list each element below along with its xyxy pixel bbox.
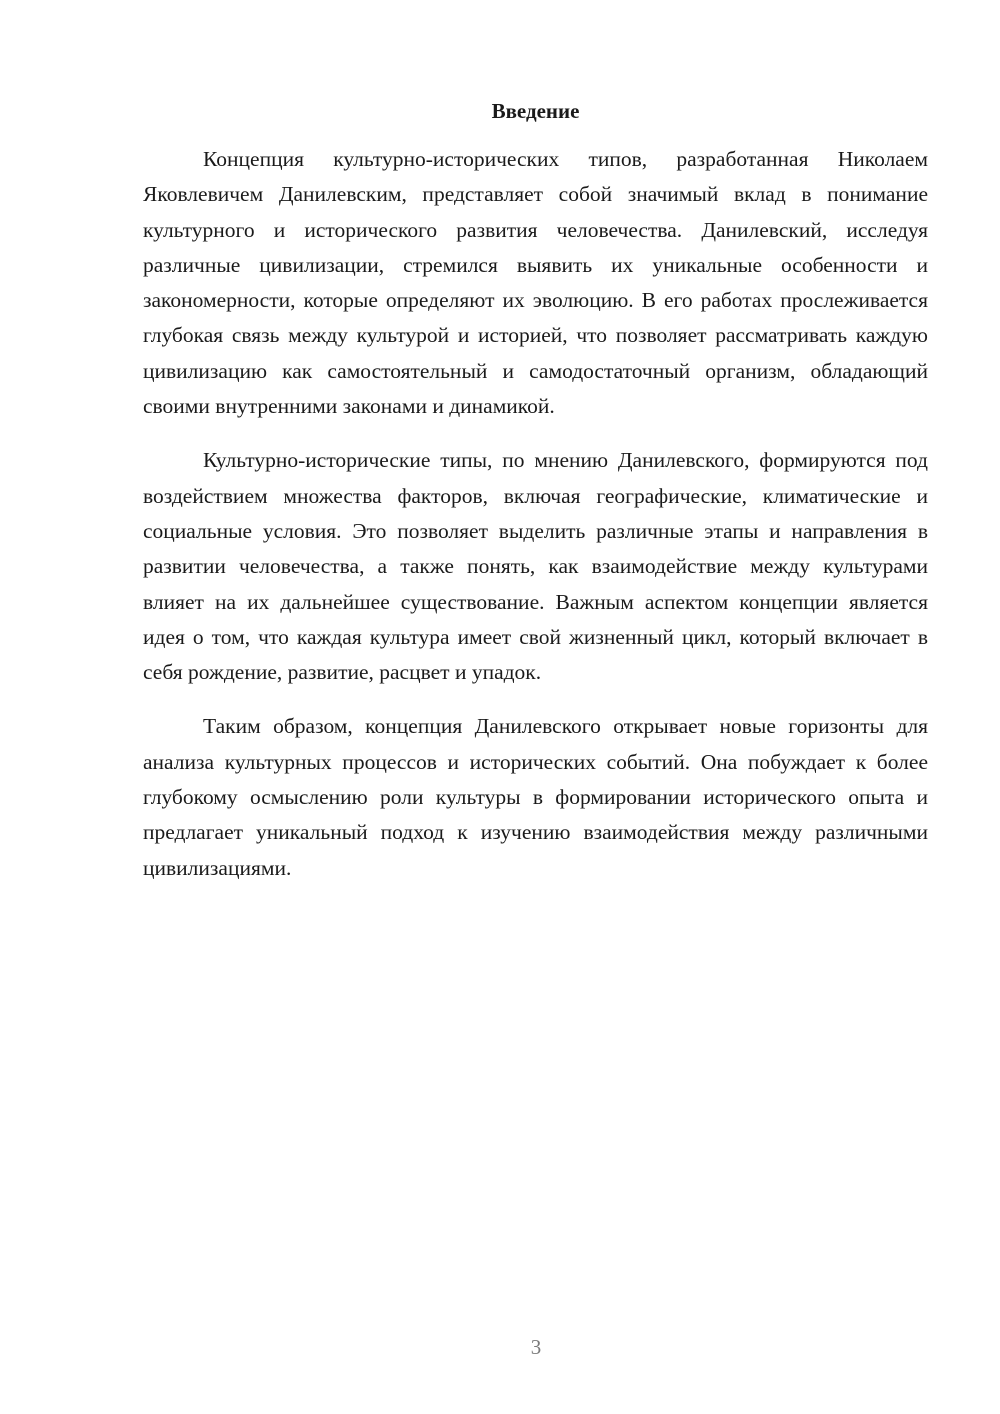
paragraph-1: Концепция культурно-исторических типов, разработанная Николаем Яковлевичем Данилевским, представляет собой значимый вклад в понимание культурного и исторического развития человечества. Данилевский, исследуя различные цивилизации, стремился выявить их уникальные особенности и закономерности, которые определяют их эволюцию. В его работах прослеживается глубокая связь между культурой и историей, что позволяет рассматривать каждую цивилизацию как самостоятельный и самодостаточный организм, обладающий своими внутренними законами и динамикой. [143,147,928,419]
section-heading: Введение [491,99,580,123]
page-number: 3 [530,1335,542,1359]
paragraph-3: Таким образом, концепция Данилевского открывает новые горизонты для анализа культурных процессов и исторических событий. Она побуждает к более глубокому осмыслению роли культуры в формировании исторического опыта и предлагает уникальный подход к изучению взаимодействия между различными цивилизациями. [143,714,928,880]
body-text [143,142,928,905]
paragraph-2: Культурно-исторические типы, по мнению Данилевского, формируются под воздействием множества факторов, включая географические, климатические и социальные условия. Это позволяет выделить различные этапы и направления в развитии человечества, а также понять, как взаимодействие между культурами влияет на их дальнейшее существование. Важным аспектом концепции является идея о том, что каждая культура имеет свой жизненный цикл, который включает в себя рождение, развитие, расцвет и упадок. [143,448,928,685]
